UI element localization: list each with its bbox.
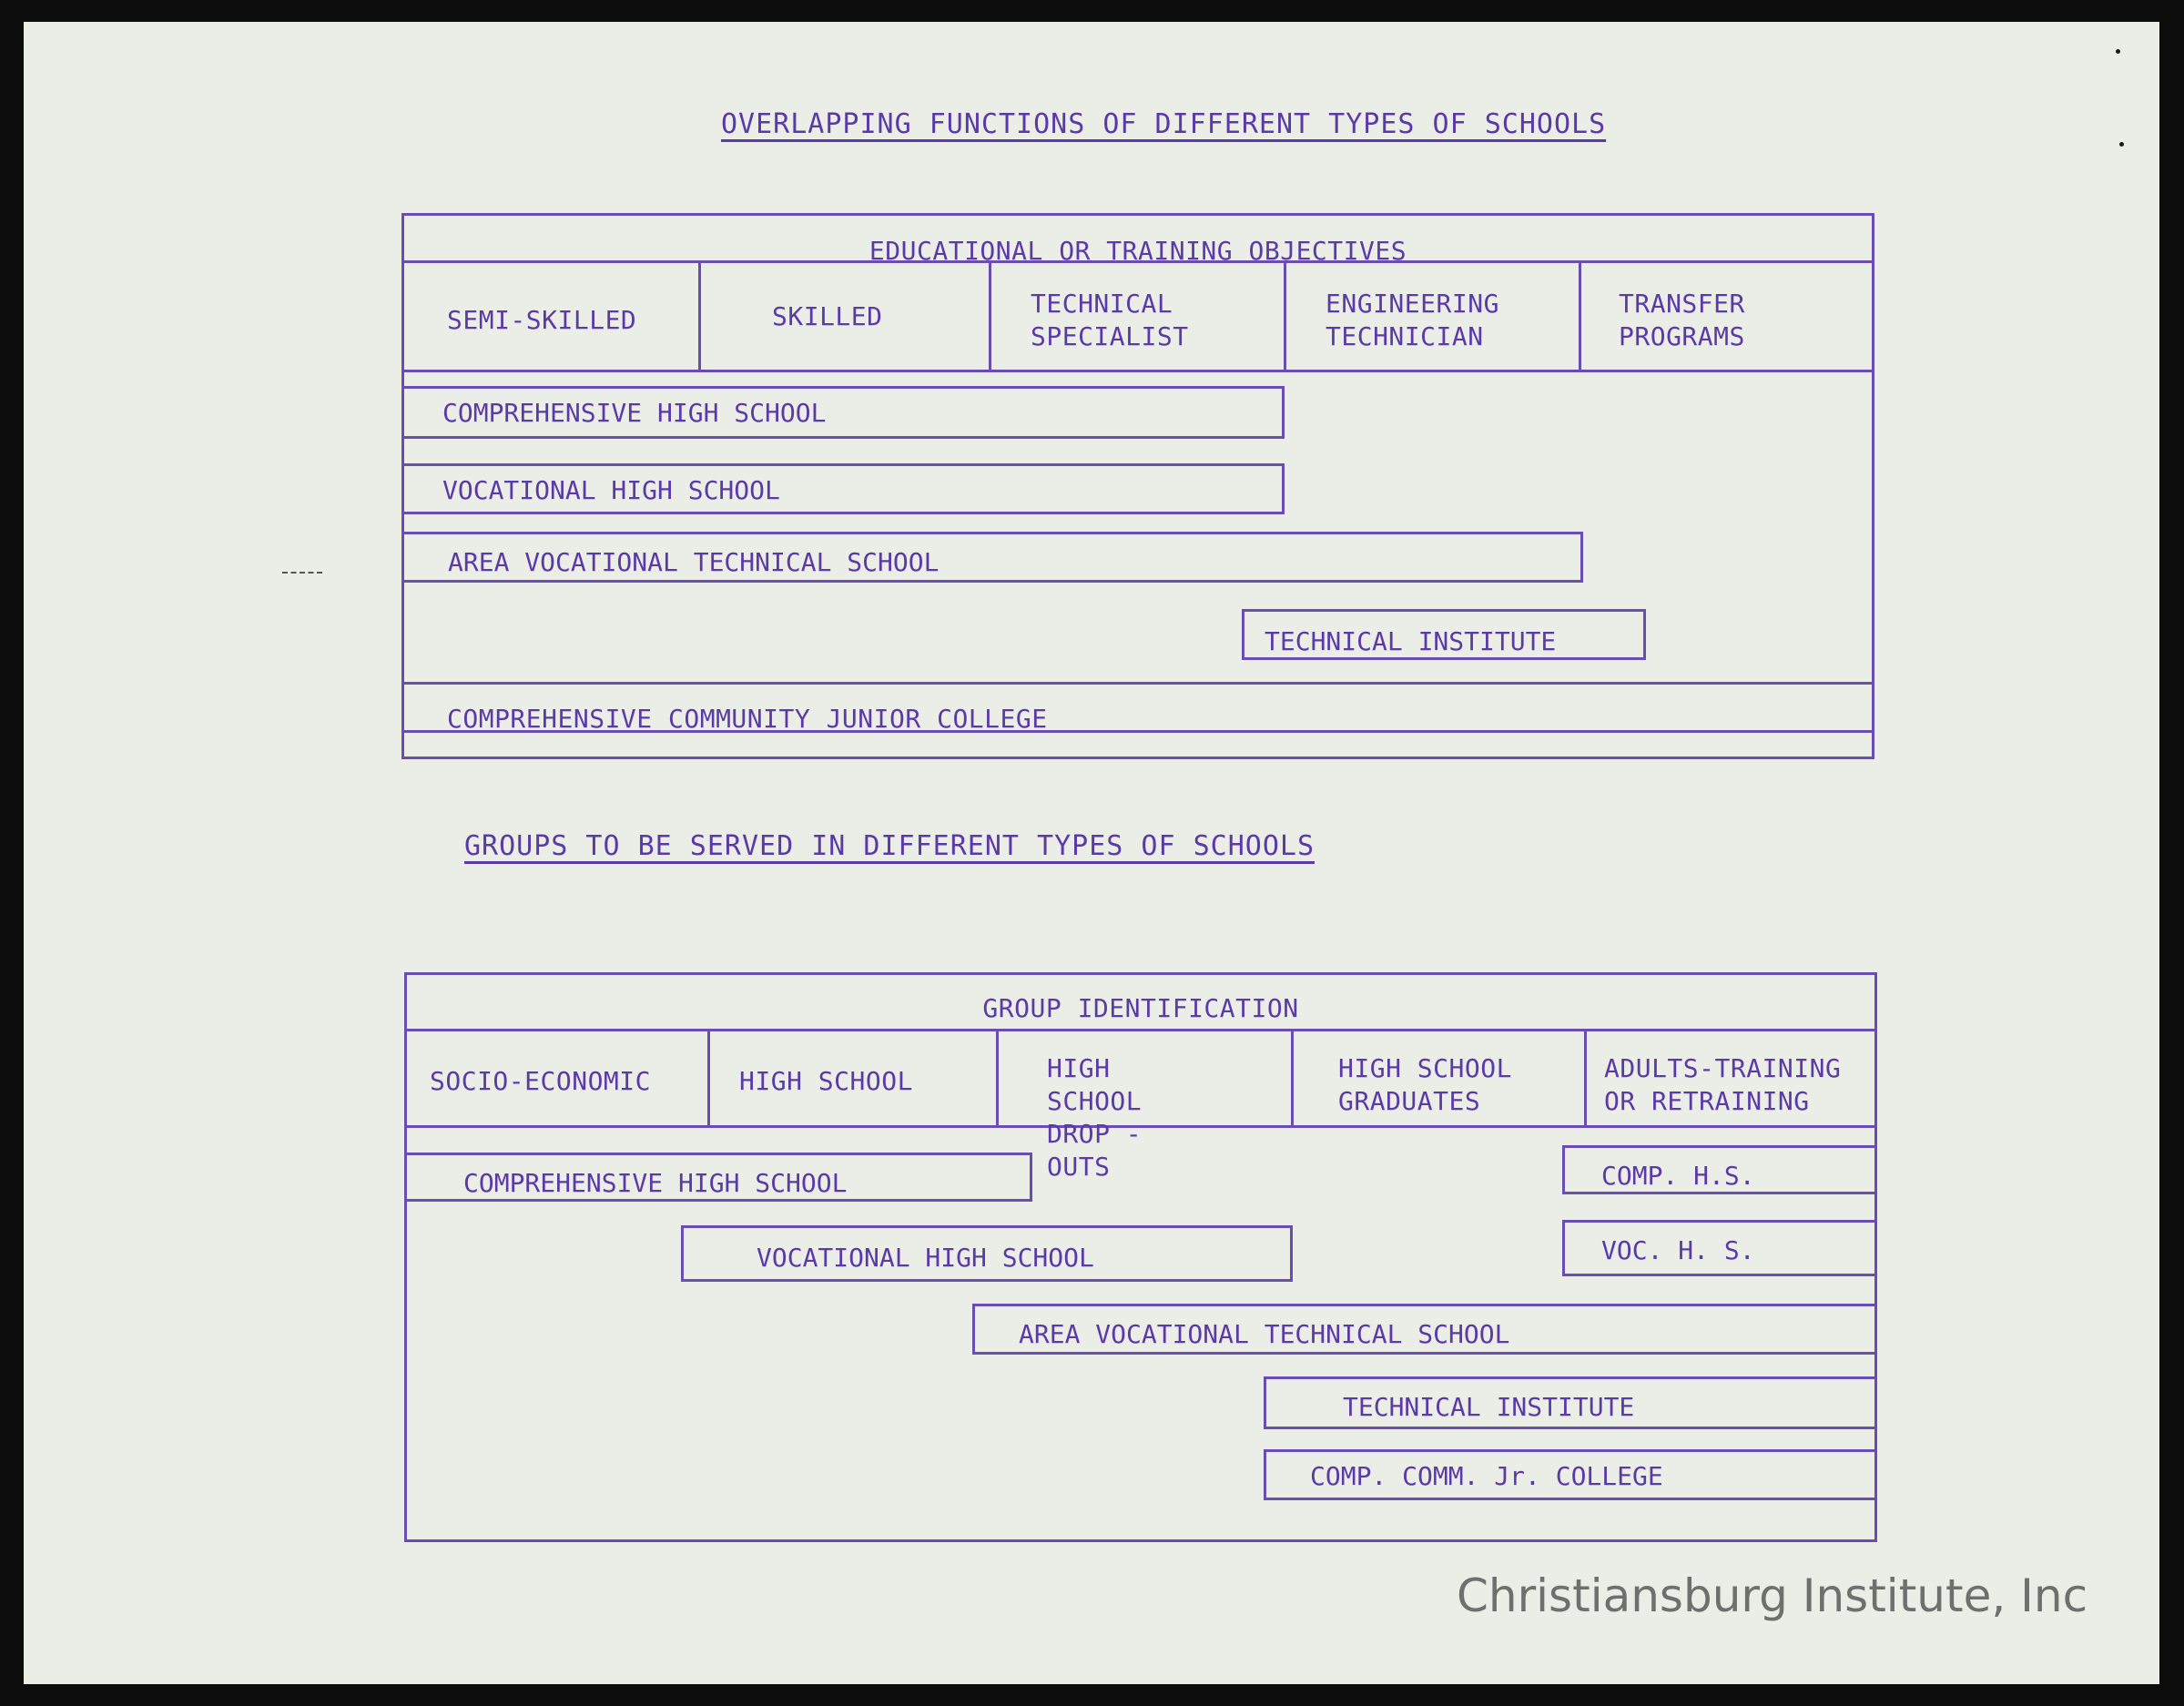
watermark: Christiansburg Institute, Inc <box>1457 1569 2088 1622</box>
bar-label: VOC. H. S. <box>1601 1235 1755 1265</box>
table2-bar-vocational-high-school <box>681 1225 1293 1282</box>
table1-bar-vocational-high-school <box>401 463 1285 514</box>
table2-col-divider <box>996 1029 999 1125</box>
table1-divider <box>401 370 1874 372</box>
table2-header: GROUP IDENTIFICATION <box>982 993 1299 1023</box>
table2-col-divider <box>707 1029 710 1125</box>
table1-header: EDUCATIONAL OR TRAINING OBJECTIVES <box>869 236 1407 266</box>
table1-col-divider <box>989 260 991 370</box>
table2-col-divider <box>1584 1029 1587 1125</box>
bar-label: AREA VOCATIONAL TECHNICAL SCHOOL <box>448 547 940 577</box>
table1-col-divider <box>1579 260 1581 370</box>
table1-col-divider <box>698 260 701 370</box>
bar-label: AREA VOCATIONAL TECHNICAL SCHOOL <box>1019 1319 1510 1349</box>
bar-label: VOCATIONAL HIGH SCHOOL <box>442 475 780 505</box>
bar-label: VOCATIONAL HIGH SCHOOL <box>757 1243 1094 1273</box>
table2-bar-comp-comm-jr-college <box>1264 1449 1877 1500</box>
table1-title: OVERLAPPING FUNCTIONS OF DIFFERENT TYPES OF SCHOOLS <box>721 108 1607 140</box>
table1-col-technical-specialist: TECHNICAL SPECIALIST <box>1031 289 1189 351</box>
paper-speck <box>2119 142 2124 147</box>
bar-label: COMP. COMM. Jr. COLLEGE <box>1310 1461 1663 1491</box>
table2-bar-comprehensive-high-school <box>404 1153 1032 1202</box>
table2-col-high-school: HIGH SCHOOL <box>739 1066 913 1096</box>
table2-col-graduates: HIGH SCHOOL GRADUATES <box>1338 1053 1512 1116</box>
bar-label: COMPREHENSIVE HIGH SCHOOL <box>442 398 827 428</box>
table2-col-drop-outs: HIGH SCHOOL DROP - OUTS <box>1047 1053 1143 1182</box>
table2-bar-voc-hs <box>1562 1220 1877 1276</box>
bar-label: TECHNICAL INSTITUTE <box>1343 1392 1635 1422</box>
table1-bar-area-vocational-technical-school <box>401 532 1583 583</box>
bar-label: TECHNICAL INSTITUTE <box>1265 626 1557 656</box>
paper-speck <box>2116 49 2120 54</box>
table2-title: GROUPS TO BE SERVED IN DIFFERENT TYPES OF SCHOOLS <box>464 830 1315 862</box>
table1-col-semi-skilled: SEMI-SKILLED <box>447 305 637 335</box>
paper-mark <box>282 572 322 574</box>
table2-col-socio-economic: SOCIO-ECONOMIC <box>430 1066 652 1096</box>
table1-bar-technical-institute <box>1242 609 1646 660</box>
document-page <box>24 22 2159 1684</box>
table2-bar-technical-institute <box>1264 1376 1877 1429</box>
table1-row-community-junior-college: COMPREHENSIVE COMMUNITY JUNIOR COLLEGE <box>447 704 1048 734</box>
table1-divider <box>401 682 1874 685</box>
table1-col-transfer-programs: TRANSFER PROGRAMS <box>1619 289 1745 351</box>
table1-col-skilled: SKILLED <box>772 301 883 331</box>
table2-col-divider <box>1291 1029 1294 1125</box>
table1-col-divider <box>1284 260 1286 370</box>
table2-bar-area-vocational-technical-school <box>972 1304 1877 1355</box>
table1-col-engineering-technician: ENGINEERING TECHNICIAN <box>1326 289 1499 351</box>
table1-bar-comprehensive-high-school <box>401 386 1285 439</box>
table2-bar-comp-hs <box>1562 1145 1877 1194</box>
bar-label: COMP. H.S. <box>1601 1161 1755 1191</box>
table2-divider <box>404 1029 1877 1031</box>
table2-col-adults-training: ADULTS-TRAINING OR RETRAINING <box>1604 1053 1842 1116</box>
bar-label: COMPREHENSIVE HIGH SCHOOL <box>463 1168 848 1198</box>
